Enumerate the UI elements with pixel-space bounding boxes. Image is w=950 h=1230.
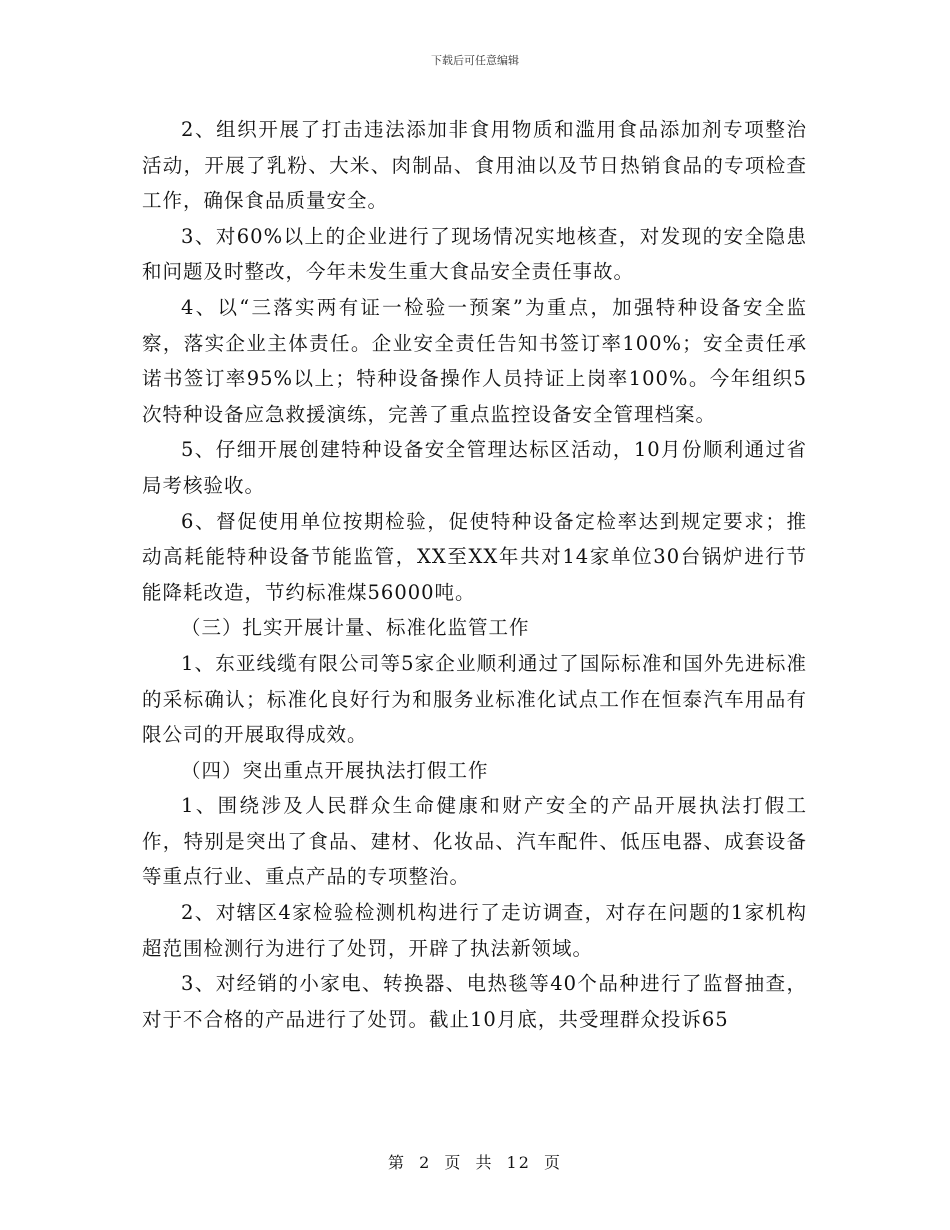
paragraph-item-2-food-additive: 2、组织开展了打击违法添加非食用物质和滥用食品添加剂专项整治活动，开展了乳粉、大米、肉制品、食用油以及节日热销食品的专项检查工作，确保食品质量安全。 <box>142 118 807 213</box>
section-heading-3: （三）扎实开展计量、标准化监管工作 <box>181 616 530 640</box>
page-number: 第 2 页 共 12 页 <box>388 1153 562 1172</box>
paragraph-item-6-periodic-inspection: 6、督促使用单位按期检验，促使特种设备定检率达到规定要求；推动高耗能特种设备节能监管，XX至XX年共对14家单位30台锅炉进行节能降耗改造，节约标准煤56000吨。 <box>142 509 807 604</box>
paragraph-item-5-compliance-zone: 5、仔细开展创建特种设备安全管理达标区活动，10月份顺利通过省局考核验收。 <box>142 438 807 497</box>
paragraph-appliance-inspection: 3、对经销的小家电、转换器、电热毯等40个品种进行了监督抽查，对于不合格的产品进行了处罚。截止10月底，共受理群众投诉65 <box>142 972 807 1031</box>
section-heading-4: （四）突出重点开展执法打假工作 <box>181 758 489 782</box>
document-body <box>142 112 807 1037</box>
paragraph-testing-agencies: 2、对辖区4家检验检测机构进行了走访调查，对存在问题的1家机构超范围检测行为进行了处罚，开辟了执法新领域。 <box>142 901 807 960</box>
paragraph-anti-counterfeit: 1、围绕涉及人民群众生命健康和财产安全的产品开展执法打假工作，特别是突出了食品、建材、化妆品、汽车配件、低压电器、成套设备等重点行业、重点产品的专项整治。 <box>142 794 807 889</box>
paragraph-item-3-site-inspection: 3、对60%以上的企业进行了现场情况实地核查，对发现的安全隐患和问题及时整改，今年未发生重大食品安全责任事故。 <box>142 224 807 284</box>
paragraph-item-4-special-equipment: 4、以“三落实两有证一检验一预案”为重点，加强特种设备安全监察，落实企业主体责任。企业安全责任告知书签订率100%；安全责任承诺书签订率95%以上；特种设备操作人员持证上岗率100%。今年组织5次特种设备应急救援演练，完善了重点监控设备安全管理档案。 <box>142 295 807 426</box>
paragraph-standardization: 1、东亚线缆有限公司等5家企业顺利通过了国际标准和国外先进标准的采标确认；标准化良好行为和服务业标准化试点工作在恒泰汽车用品有限公司的开展取得成效。 <box>142 651 807 747</box>
page-header-note: 下载后可任意编辑 <box>431 54 519 67</box>
